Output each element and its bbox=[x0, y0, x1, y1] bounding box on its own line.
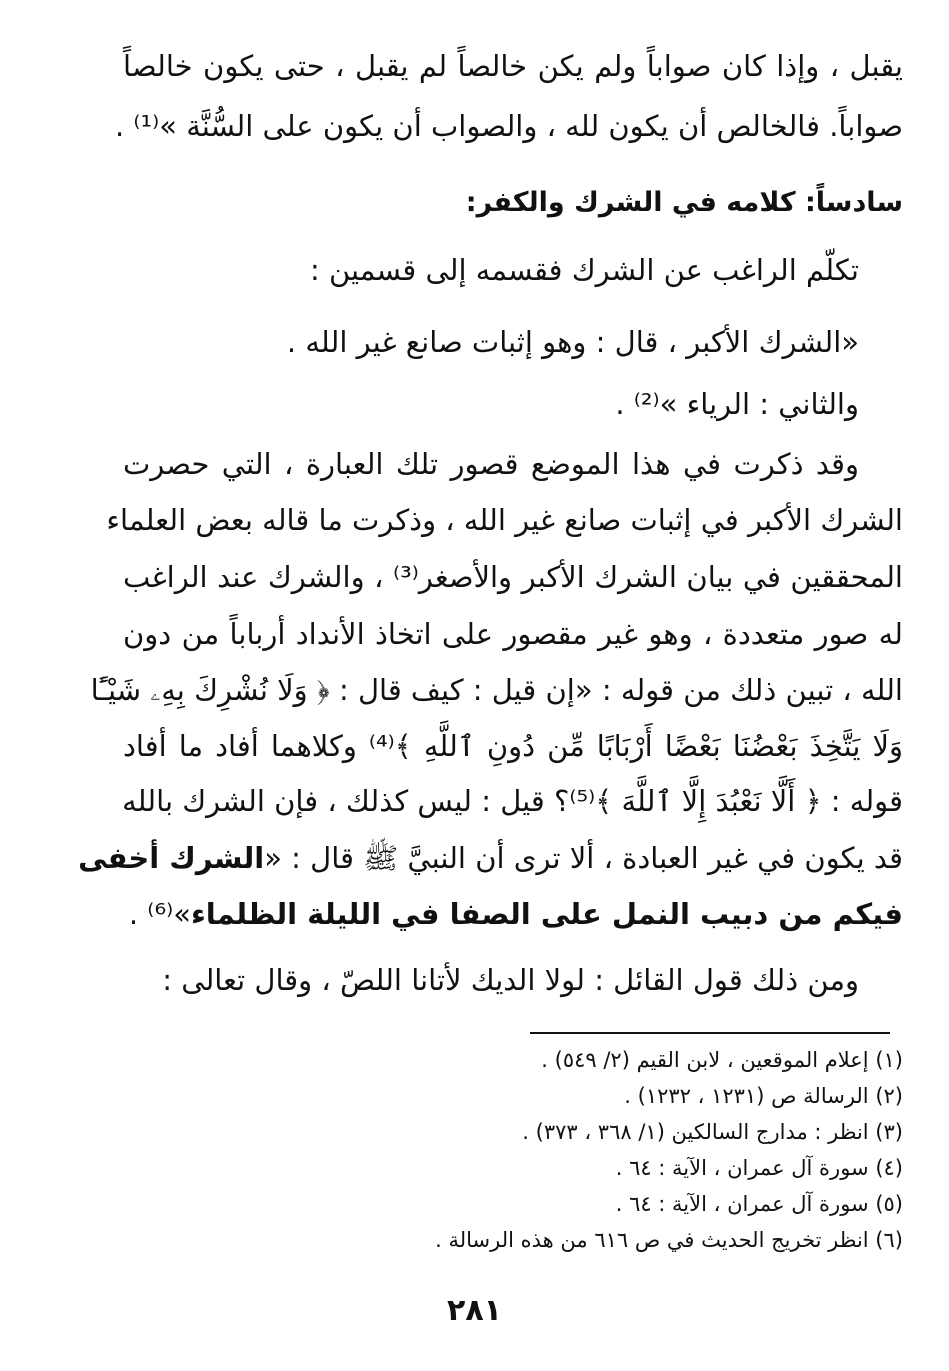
footnote-5: (٥) سورة آل عمران ، الآية : ٦٤ . bbox=[615, 1192, 903, 1216]
body-line-11: وَلَا يَتَّخِذَ بَعْضُنَا بَعْضًا أَرْبَابًا مِّن دُونِ ٱللَّهِ ﴾⁽⁴⁾ وكلاهما أفاد ما أفاد bbox=[123, 729, 903, 763]
body-line-13 bbox=[78, 828, 903, 888]
body-line-7: الشرك الأكبر في إثبات صانع غير الله ، وذكرت ما قاله بعض العلماء bbox=[106, 503, 903, 537]
footnote-1: (١) إعلام الموقعين ، لابن القيم (٢/ ٥٤٩) . bbox=[541, 1048, 903, 1072]
hadith-closing: »⁽⁶⁾ . bbox=[128, 897, 191, 931]
footnote-4: (٤) سورة آل عمران ، الآية : ٦٤ . bbox=[615, 1156, 903, 1180]
footnote-6: (٦) انظر تخريج الحديث في ص ٦١٦ من هذه الرسالة . bbox=[435, 1228, 903, 1252]
body-line-9: له صور متعددة ، وهو غير مقصور على اتخاذ الأنداد أرباباً من دون bbox=[123, 617, 903, 651]
body-line-5: والثاني : الرياء »⁽²⁾ . bbox=[615, 387, 859, 421]
hadith-text-bold-1: الشرك أخفى bbox=[78, 841, 265, 875]
footnote-3: (٣) انظر : مدارج السالكين (١/ ٣٦٨ ، ٣٧٣) . bbox=[522, 1120, 903, 1144]
section-heading: سادساً: كلامه في الشرك والكفر: bbox=[465, 187, 903, 218]
footnote-2: (٢) الرسالة ص (١٢٣١ ، ١٢٣٢) . bbox=[624, 1084, 903, 1108]
body-line-8: المحققين في بيان الشرك الأكبر والأصغر⁽³⁾ ، والشرك عند الراغب bbox=[123, 560, 903, 594]
body-line-15: ومن ذلك قول القائل : لولا الديك لأتانا اللصّ ، وقال تعالى : bbox=[162, 963, 859, 997]
body-line-4: «الشرك الأكبر ، قال : وهو إثبات صانع غير الله . bbox=[286, 325, 859, 359]
body-line-6: وقد ذكرت في هذا الموضع قصور تلك العبارة ، التي حصرت bbox=[123, 447, 859, 481]
hadith-intro: قد يكون في غير العبادة ، ألا ترى أن النبيَّ ﷺ قال : « bbox=[264, 841, 903, 875]
body-line-1: يقبل ، وإذا كان صواباً ولم يكن خالصاً لم يقبل ، حتى يكون خالصاً bbox=[123, 49, 903, 83]
hadith-text-bold-2: فيكم من دبيب النمل على الصفا في الليلة الظلماء bbox=[190, 897, 903, 931]
body-line-2: صواباً. فالخالص أن يكون لله ، والصواب أن يكون على السُّنَّة »⁽¹⁾ . bbox=[114, 109, 903, 143]
body-line-12: قوله : ﴿ أَلَّا نَعْبُدَ إِلَّا ٱللَّهَ ﴾⁽⁵⁾؟ قيل : ليس كذلك ، فإن الشرك بالله bbox=[122, 784, 903, 818]
body-line-10: الله ، تبين ذلك من قوله : «إن قيل : كيف قال : ﴿ وَلَا نُشْرِكَ بِهِۦ شَيْـًٔا bbox=[90, 673, 903, 707]
footnote-separator bbox=[530, 1032, 890, 1034]
page-number: ٢٨١ bbox=[447, 1293, 502, 1328]
body-line-3: تكلّم الراغب عن الشرك فقسمه إلى قسمين : bbox=[309, 253, 859, 287]
body-line-14 bbox=[123, 884, 903, 944]
